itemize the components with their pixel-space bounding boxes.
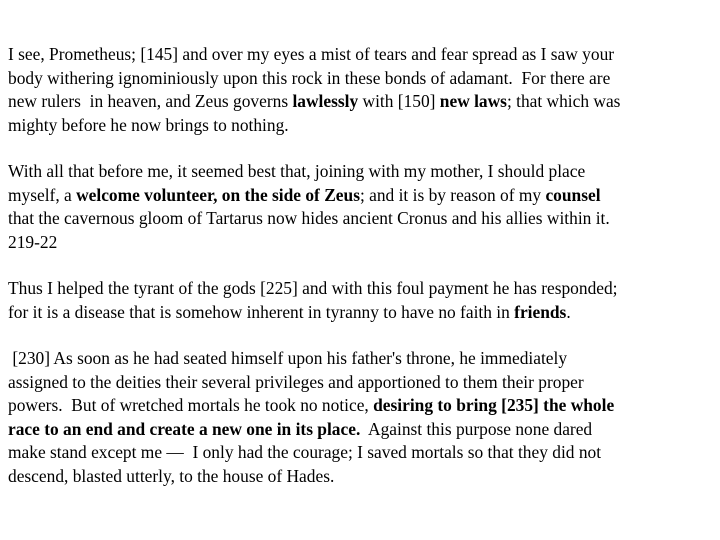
- text-line: [8, 160, 720, 184]
- text-run: Thus I helped the tyrant of the gods [225] and with this foul payment he has responded;: [8, 278, 618, 298]
- text-line: [8, 301, 720, 325]
- text-run: new rulers in heaven, and Zeus governs: [8, 91, 293, 111]
- text-run: .: [566, 301, 571, 322]
- paragraph-2: [8, 160, 720, 254]
- text-run: descend, blasted utterly, to the house of Hades.: [8, 465, 335, 486]
- text-run: myself, a: [8, 184, 77, 205]
- bold-phrase-lawlessly: lawlessly: [292, 91, 359, 111]
- paragraph-gap: [8, 324, 720, 347]
- text-line: [8, 371, 720, 395]
- text-line: [8, 231, 720, 255]
- text-line: [8, 114, 720, 138]
- text-line: [8, 347, 720, 371]
- text-run: Against this purpose none dared: [360, 418, 593, 439]
- bold-phrase-counsel: counsel: [545, 184, 601, 205]
- line-reference: 219-22: [8, 231, 58, 252]
- text-run: with [150]: [358, 91, 440, 111]
- text-line: [8, 394, 720, 418]
- bold-phrase-welcome-volunteer: welcome volunteer, on the side of Zeus: [76, 184, 360, 205]
- paragraph-3: [8, 277, 720, 324]
- paragraph-gap: [8, 254, 720, 277]
- text-run: body withering ignominiously upon this rock in these bonds of adamant. For there are: [8, 67, 611, 88]
- text-run: make stand except me — I only had the courage; I saved mortals so that they did not: [8, 442, 602, 462]
- text-run: for it is a disease that is somehow inherent in tyranny to have no faith in: [8, 301, 515, 322]
- text-line: [8, 441, 720, 465]
- text-run: assigned to the deities their several privileges and apportioned to them their proper: [8, 371, 584, 392]
- text-run: I see, Prometheus; [145] and over my eyes a mist of tears and fear spread as I saw your: [8, 44, 615, 64]
- text-run: With all that before me, it seemed best that, joining with my mother, I should place: [8, 161, 586, 181]
- text-run: [230] As soon as he had seated himself upon his father's throne, he immediately: [8, 348, 568, 368]
- paragraph-4: [8, 347, 720, 488]
- text-line: [8, 90, 720, 114]
- document-text: [8, 43, 720, 488]
- bold-phrase-friends: friends: [514, 301, 567, 322]
- text-run: ; that which was: [506, 91, 621, 111]
- bold-phrase-new-laws: new laws: [439, 91, 507, 111]
- text-line: [8, 184, 720, 208]
- bold-phrase-desiring-to-bring: desiring to bring [235] the whole: [373, 395, 615, 415]
- text-line: [8, 277, 720, 301]
- text-line: [8, 43, 720, 67]
- text-run: that the cavernous gloom of Tartarus now hides ancient Cronus and his allies within it.: [8, 208, 610, 228]
- paragraph-gap: [8, 137, 720, 160]
- text-run: mighty before he now brings to nothing.: [8, 114, 289, 135]
- text-run: powers. But of wretched mortals he took no notice,: [8, 395, 374, 415]
- text-run: ; and it is by reason of my: [359, 184, 546, 205]
- bold-phrase-race-to-an-end: race to an end and create a new one in its place.: [8, 418, 361, 439]
- text-line: [8, 465, 720, 489]
- text-line: [8, 67, 720, 91]
- text-line: [8, 418, 720, 442]
- paragraph-1: [8, 43, 720, 137]
- text-line: [8, 207, 720, 231]
